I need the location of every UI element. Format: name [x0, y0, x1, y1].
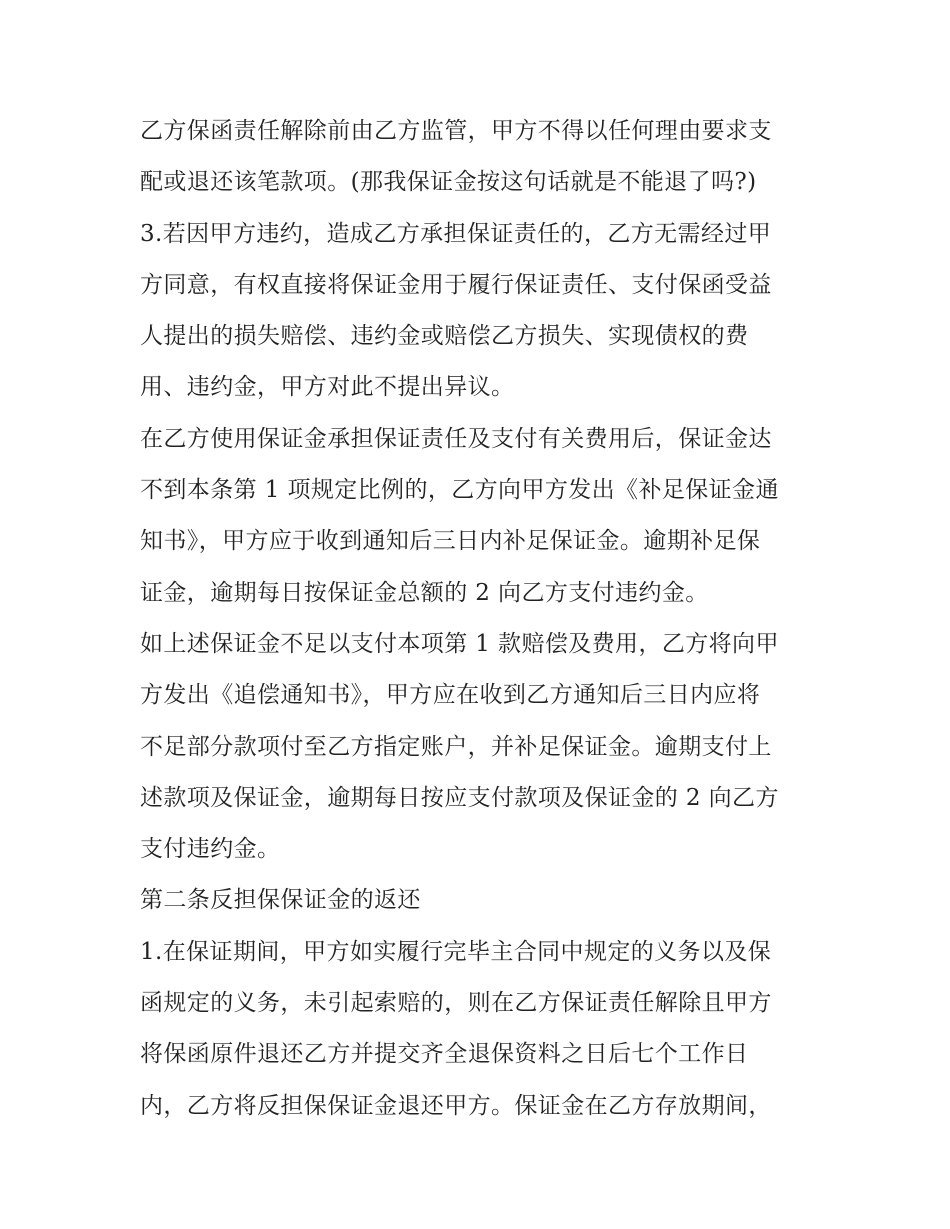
- text-line: 在乙方使用保证金承担保证责任及支付有关费用后，保证金达: [140, 425, 772, 452]
- text-line: 配或退还该笔款项。(那我保证金按这句话就是不能退了吗?): [140, 169, 757, 196]
- text-line: 支付违约金。: [140, 836, 281, 863]
- text-line: 方发出《追偿通知书》，甲方应在收到乙方通知后三日内应将: [140, 682, 761, 709]
- text-line: 述款项及保证金，逾期每日按应支付款项及保证金的 2 向乙方: [140, 784, 779, 811]
- text-line: 方同意，有权直接将保证金用于履行保证责任、支付保函受益: [140, 271, 772, 298]
- text-line: 将保函原件退还乙方并提交齐全退保资料之日后七个工作日: [140, 1041, 749, 1068]
- text-line: 1.在保证期间，甲方如实履行完毕主合同中规定的义务以及保: [140, 938, 772, 965]
- text-line: 内，乙方将反担保保证金退还甲方。保证金在乙方存放期间，: [140, 1092, 772, 1119]
- section-heading: 第二条反担保保证金的返还: [140, 887, 421, 914]
- text-line: 不到本条第 1 项规定比例的，乙方向甲方发出《补足保证金通: [140, 477, 779, 504]
- text-line: 证金，逾期每日按保证金总额的 2 向乙方支付违约金。: [140, 579, 709, 606]
- text-line: 用、违约金，甲方对此不提出异议。: [140, 374, 515, 401]
- text-line: 知书》，甲方应于收到通知后三日内补足保证金。逾期补足保: [140, 528, 761, 555]
- text-line: 3.若因甲方违约，造成乙方承担保证责任的，乙方无需经过甲: [140, 220, 772, 247]
- text-line: 乙方保函责任解除前由乙方监管，甲方不得以任何理由要求支: [140, 118, 772, 144]
- document-body: [140, 106, 830, 1132]
- text-line: 函规定的义务，未引起索赔的，则在乙方保证责任解除且甲方: [140, 990, 772, 1017]
- text-line: 人提出的损失赔偿、违约金或赔偿乙方损失、实现债权的费: [140, 323, 749, 350]
- text-line: 如上述保证金不足以支付本项第 1 款赔偿及费用，乙方将向甲: [140, 630, 779, 657]
- text-line: 不足部分款项付至乙方指定账户，并补足保证金。逾期支付上: [140, 733, 772, 760]
